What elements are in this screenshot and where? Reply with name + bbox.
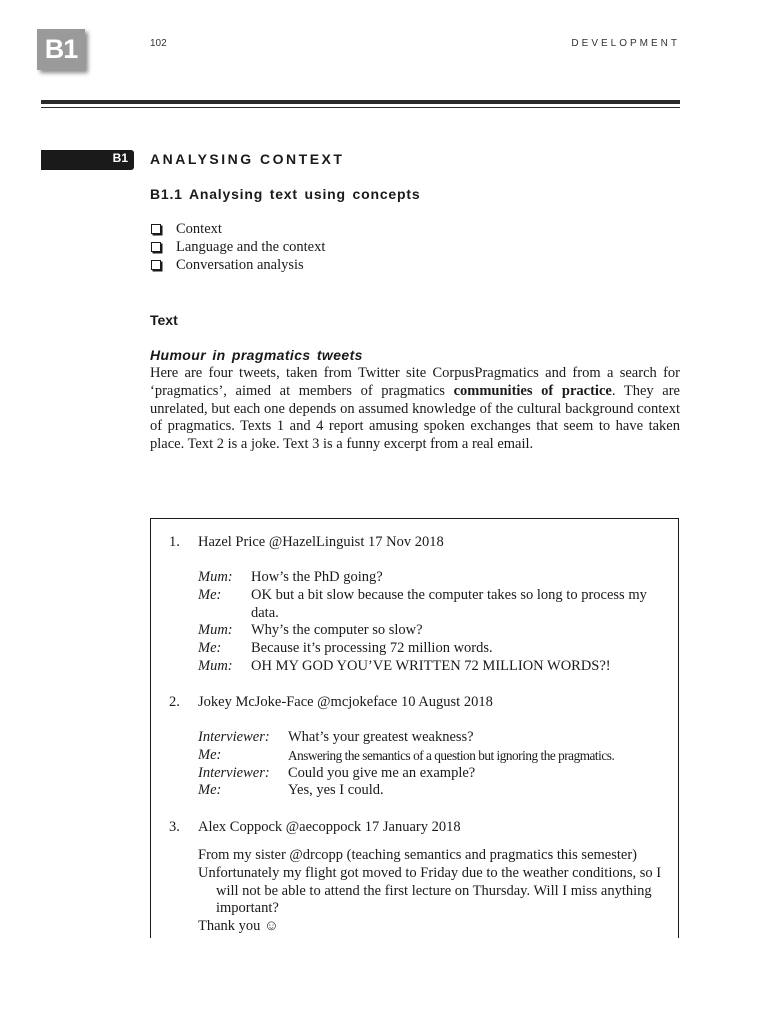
subsection-title: B1.1 Analysing text using concepts — [150, 186, 421, 202]
concept-label: Language and the context — [176, 239, 326, 255]
intro-bold-term: communities of practice — [453, 382, 612, 399]
tweet-box — [150, 518, 679, 938]
dialogue-line: What’s your greatest weakness? — [288, 729, 474, 745]
concept-label: Conversation analysis — [176, 257, 304, 273]
speaker: Mum: — [198, 622, 233, 639]
tweet-line: From my sister @drcopp (teaching semantics and pragmatics this semester) — [198, 847, 637, 863]
dialogue — [198, 569, 664, 676]
dialogue — [198, 729, 664, 800]
speaker: Mum: — [198, 657, 233, 674]
checkbox-icon — [151, 224, 161, 234]
section-tab: B1 — [41, 150, 134, 170]
dialogue-row — [198, 747, 664, 765]
dialogue-row — [198, 782, 664, 800]
tweet-header: Alex Coppock @aecoppock 17 January 2018 — [198, 819, 461, 835]
dialogue-row — [198, 587, 664, 623]
tweet-number: 3. — [169, 819, 180, 835]
speaker: Mum: — [198, 569, 233, 585]
dialogue-row — [198, 729, 664, 747]
speaker: Me: — [198, 746, 222, 763]
intro-paragraph — [150, 365, 680, 454]
concept-label: Context — [176, 221, 222, 237]
dialogue-row — [198, 640, 664, 658]
header-rule-thick — [41, 100, 680, 104]
list-item — [150, 256, 325, 274]
tweet-number: 2. — [169, 694, 180, 710]
dialogue-line: OK but a bit slow because the computer takes so long to process my data. — [251, 586, 647, 621]
list-item — [150, 238, 325, 256]
running-head: DEVELOPMENT — [571, 38, 680, 49]
dialogue-row — [198, 569, 664, 587]
dialogue-line: Answering the semantics of a question but ignoring the pragmatics. — [288, 747, 615, 763]
checkbox-icon — [151, 242, 161, 252]
humour-heading: Humour in pragmatics tweets — [150, 347, 363, 363]
header-rule-thin — [41, 107, 680, 108]
speaker: Me: — [198, 586, 222, 603]
dialogue-line: Yes, yes I could. — [288, 782, 384, 799]
section-title: ANALYSING CONTEXT — [150, 151, 345, 167]
dialogue-line: OH MY GOD YOU’VE WRITTEN 72 MILLION WORDS?! — [251, 657, 611, 674]
speaker: Interviewer: — [198, 764, 270, 781]
speaker: Me: — [198, 782, 222, 799]
tweet-line: Thank you ☺ — [198, 918, 279, 935]
page-number: 102 — [150, 38, 167, 49]
tweet-header: Hazel Price @HazelLinguist 17 Nov 2018 — [198, 534, 444, 550]
tweet-header: Jokey McJoke-Face @mcjokeface 10 August 2018 — [198, 694, 493, 710]
checkbox-icon — [151, 260, 161, 270]
text-heading: Text — [150, 312, 178, 328]
speaker: Interviewer: — [198, 729, 270, 745]
chapter-badge: B1 — [37, 29, 85, 70]
concept-list — [150, 220, 325, 274]
list-item — [150, 220, 325, 238]
dialogue-row — [198, 765, 664, 783]
dialogue-line: Why’s the computer so slow? — [251, 622, 423, 639]
tweet-body — [198, 847, 664, 936]
dialogue-line: How’s the PhD going? — [251, 569, 383, 585]
dialogue-line: Because it’s processing 72 million words. — [251, 640, 493, 657]
dialogue-row — [198, 658, 664, 676]
speaker: Me: — [198, 640, 222, 657]
tweet-line: Unfortunately my flight got moved to Friday due to the weather conditions, so I will not be able to attend the first lecture on Thursday. Will I miss anything important? — [198, 864, 662, 917]
tweet-number: 1. — [169, 534, 180, 550]
intro-text: Here are four tweets, taken from Twitter site CorpusPragmatics and from a search for ‘pragmatics’, aimed at members of pragmatics — [150, 365, 680, 399]
dialogue-row — [198, 622, 664, 640]
dialogue-line: Could you give me an example? — [288, 764, 476, 781]
intro-text: . They are unrelated, but each one depends on assumed knowledge of the cultural background context of pragmatics. Texts 1 and 4 report amusing spoken exchanges that seem to have taken place. Text 2 is a joke. Text 3 is a funny excerpt from a real email. — [150, 382, 680, 453]
